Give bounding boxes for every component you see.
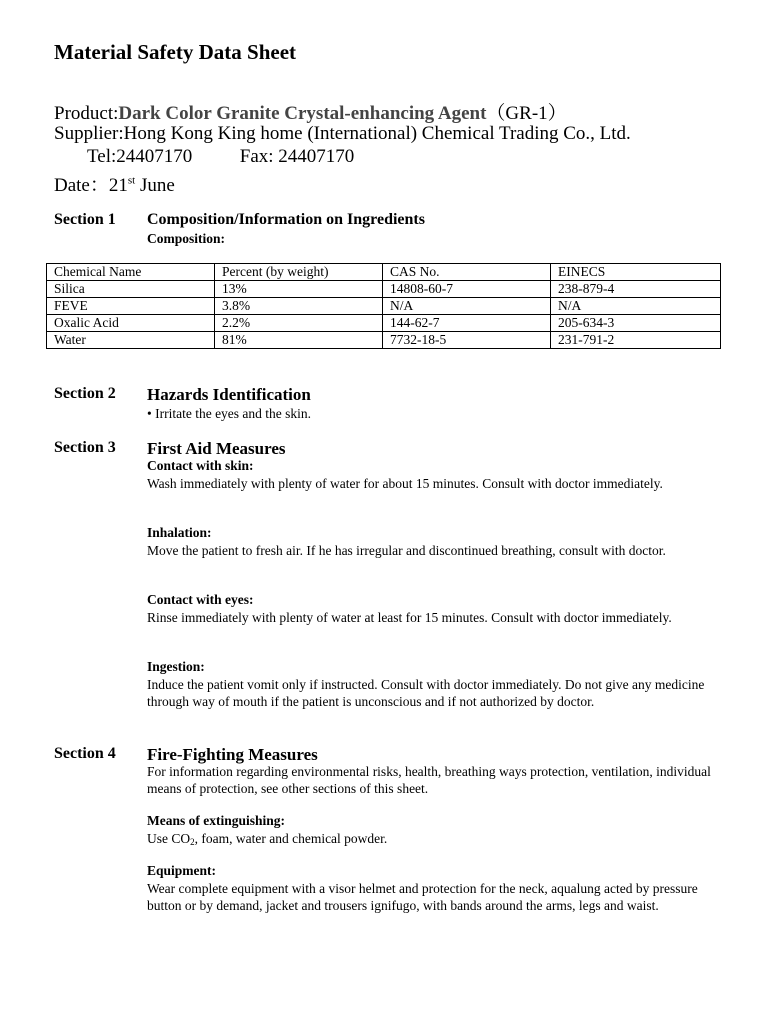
tel-number: Tel:24407170 [87,146,193,167]
contact-line [87,146,354,168]
supplier-line [54,123,631,145]
table-row [47,332,721,349]
table-cell: 144-62-7 [383,315,551,332]
fax-number: Fax: 24407170 [239,146,355,167]
co2-subscript: 2 [190,837,195,847]
table-cell: 231-791-2 [551,332,721,349]
table-cell: N/A [551,298,721,315]
table-header-cell: EINECS [551,264,721,281]
table-cell: 238-879-4 [551,281,721,298]
table-cell: 81% [215,332,383,349]
fire-fighting-intro: For information regarding environmental risks, health, breathing ways protection, ventilation, individual means of protection, see other sections of this sheet. [147,764,711,796]
section3-number: Section 3 [54,439,116,456]
date-label: Date： [54,175,109,196]
product-line [54,98,567,125]
ingestion-text: Induce the patient vomit only if instructed. Consult with doctor immediately. Do not give any medicine through way of mouth if the patient is unconscious and if not authorized by doctor. [147,677,705,709]
equipment-text: Wear complete equipment with a visor helmet and protection for the neck, aqualung acted by pressure button or by demand, jacket and trousers ignifugo, with bands around the arms, legs and waist. [147,881,698,913]
skin-contact-heading: Contact with skin: [147,458,254,473]
extinguishing-text-before: Use CO [147,831,191,846]
table-header-row [47,264,721,281]
table-header-cell: Chemical Name [47,264,215,281]
table-cell: 205-634-3 [551,315,721,332]
ingestion-heading: Ingestion: [147,659,205,674]
table-row [47,281,721,298]
table-cell: 3.8% [215,298,383,315]
date-month: June [139,175,175,196]
inhalation-heading: Inhalation: [147,525,212,540]
table-cell: Oxalic Acid [47,315,215,332]
eye-contact-text: Rinse immediately with plenty of water at least for 15 minutes. Consult with doctor immediately. [147,610,672,625]
section3-title: First Aid Measures [147,439,286,458]
section4-title: Fire-Fighting Measures [147,745,318,764]
section1-subtitle: Composition: [147,231,226,246]
eye-contact-heading: Contact with eyes: [147,592,254,607]
supplier-name: Hong Kong King home (International) Chemical Trading Co., Ltd. [123,123,631,144]
equipment-heading: Equipment: [147,863,217,878]
section4-number: Section 4 [54,745,116,762]
table-cell: 2.2% [215,315,383,332]
table-cell: 13% [215,281,383,298]
date-day: 21 [108,175,128,196]
table-cell: 7732-18-5 [383,332,551,349]
section2-number: Section 2 [54,385,116,402]
product-label: Product: [54,103,119,124]
composition-table [46,263,721,349]
product-name: Dark Color Granite Crystal-enhancing Agent [118,103,487,124]
table-header-cell: Percent (by weight) [215,264,383,281]
section2-title: Hazards Identification [147,385,311,404]
extinguishing-text-after: , foam, water and chemical powder. [194,831,388,846]
hazard-bullet: • Irritate the eyes and the skin. [147,406,312,421]
table-cell: N/A [383,298,551,315]
date-line [54,170,175,197]
table-cell: Silica [47,281,215,298]
table-cell: FEVE [47,298,215,315]
section1-title: Composition/Information on Ingredients [147,211,425,228]
section1-number: Section 1 [54,211,116,228]
table-cell: 14808-60-7 [383,281,551,298]
inhalation-text: Move the patient to fresh air. If he has irregular and discontinued breathing, consult with doctor. [147,543,666,558]
table-row [47,298,721,315]
extinguishing-heading: Means of extinguishing: [147,813,286,828]
table-cell: Water [47,332,215,349]
skin-contact-text: Wash immediately with plenty of water for about 15 minutes. Consult with doctor immediately. [147,476,663,491]
supplier-label: Supplier: [54,123,124,144]
product-code: （GR-1） [486,103,567,124]
document-title: Material Safety Data Sheet [54,40,297,64]
date-suffix: st [127,174,136,187]
table-header-cell: CAS No. [383,264,551,281]
extinguishing-text [147,830,722,851]
table-row [47,315,721,332]
